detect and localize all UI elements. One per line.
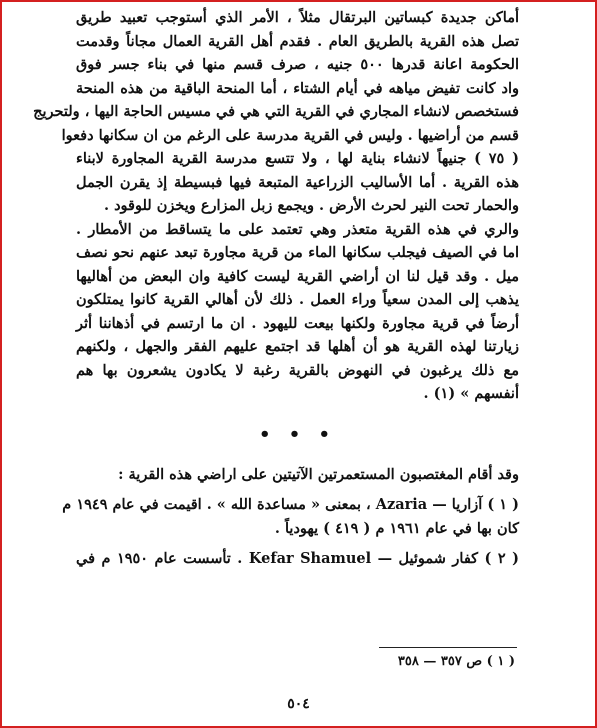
page-number: ٥٠٤ [287, 696, 310, 712]
text-line: أنفسهم » (١) . [423, 385, 519, 402]
text-line: ( ٧٥ ) جنيهاً لانشاء بناية لها ، ولا تتسع مدرسة القرية المجاورة لابناء [76, 150, 519, 167]
text-line: ( ٢ ) كفار شموئيل — Kefar Shamuel . تأسست عام ١٩٥٠ م في [76, 550, 519, 567]
settlement-item-kefar-shamuel [76, 547, 519, 571]
text-line: اما في الصيف فيجلب سكانها الماء من قرية مجاورة تبعد عنهم نحو نصف [76, 244, 519, 261]
settlement-item-azaria [62, 493, 519, 540]
text-line: واد كانت تفيض مياهه في أيام الشتاء ، أما المنحة الباقية من هذه المنحة [76, 79, 519, 97]
section-separator: • • • [258, 423, 337, 445]
text-line: مع ذلك يرغبون في النهوض بالقرية رغبة لا يكادون يشعرون بها هم [76, 361, 519, 379]
footnote-rule [379, 647, 517, 648]
text-line: يذهب إلى المدن سعياً وراء العمل . ذلك لأن أهالي القرية كانوا يمتلكون [76, 291, 519, 308]
text-line: أماكن جديدة كبساتين البرتقال مثلاً ، الأمر الذي أستوجب تعبيد طريق [76, 9, 519, 26]
text-line: تصل هذه القرية بالطريق العام . فقدم أهل القرية العمال مجاناً وقدمت [76, 32, 519, 50]
text-line: فستخصص لانشاء المجاري في القرية التي هي في مسيس الحاجة اليها ، ولتحريج [33, 103, 519, 120]
text-line: والري في هذه القرية متعذر وهي تعتمد على ما يتساقط من الأمطار . [76, 220, 519, 238]
text-line: الحكومة اعانة قدرها ٥٠٠ جنيه ، صرف قسم منها في بناء جسر فوق [76, 56, 519, 73]
text-line: ميل . وقد قيل لنا ان أراضي القرية ليست كافية وان البعض من أهاليها [76, 267, 519, 285]
text-line: أرضاً في قرية مجاورة ولكنها بيعت لليهود . ان ما ارتسم في أذهاننا أثر [76, 314, 519, 332]
text-line: كان بها في عام ١٩٦١ م ( ٤١٩ ) يهودياً . [274, 519, 519, 537]
text-line: والحمار تحت النير لحرث الأرض . ويجمع زبل المزارع ويخزن للوقود . [104, 197, 519, 214]
text-line: ( ١ ) آزاريا — Azaria ، بمعنى « مساعدة الله » . اقيمت في عام ١٩٤٩ م [62, 496, 519, 513]
text-line: زيارتنا لهذه القرية هو أن أهلها قد اجتمع عليهم الفقر والجهل ، ولكنهم [76, 338, 519, 355]
footnote: ( ١ ) ص ٣٥٧ — ٣٥٨ [397, 654, 515, 669]
document-page [33, 6, 519, 571]
body-paragraph [33, 6, 519, 406]
text-line: هذه القرية . أما الأساليب الزراعية المتبعة فيها فبسيطة إذ يقرن الجمل [76, 173, 519, 191]
settlements-intro: وقد أقام المغتصبون المستعمرتين الآتيتين على اراضي هذه القرية : [118, 465, 519, 483]
text-line: قسم من أراضيها . وليس في القرية مدرسة على الرغم من ان سكانها دفعوا [61, 126, 519, 144]
